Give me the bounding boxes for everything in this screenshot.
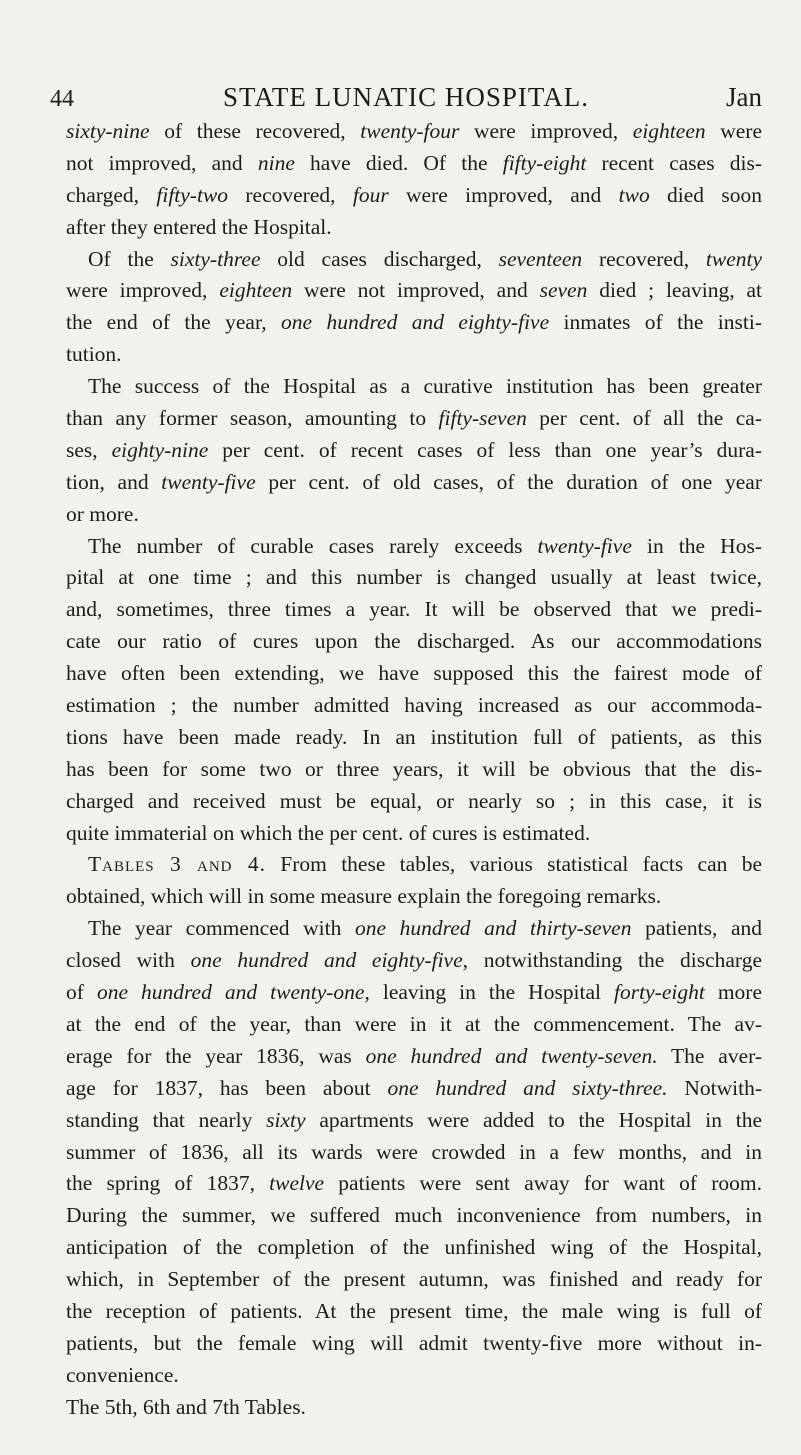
running-header (50, 82, 762, 114)
text-line: patients, but the female wing will admit twenty-five more without in- (66, 1330, 762, 1355)
text-line: The year commenced with one hundred and thirty-seven patients, and (88, 916, 763, 941)
text-line: pital at one time ; and this number is changed usually at least twice, (66, 565, 762, 590)
running-month: Jan (726, 82, 762, 112)
text-line: the spring of 1837, twelve patients were sent away for want of room. (66, 1171, 762, 1196)
text-line: than any former season, amounting to fifty-seven per cent. of all the ca- (66, 406, 763, 431)
text-line: have often been extending, we have supposed this the fairest mode of (66, 661, 762, 686)
text-line: were improved, eighteen were not improved, and seven died ; leaving, at (66, 278, 763, 303)
text-line: summer of 1836, all its wards were crowded in a few months, and in (66, 1139, 762, 1164)
text-line: and, sometimes, three times a year. It will be observed that we predi- (66, 597, 762, 622)
text-line: obtained, which will in some measure explain the foregoing remarks. (66, 884, 662, 909)
text-line: During the summer, we suffered much inconvenience from numbers, in (66, 1203, 762, 1228)
text-line: Tables 3 and 4. From these tables, various statistical facts can be (88, 852, 763, 877)
text-line: ses, eighty-nine per cent. of recent cases of less than one year’s dura- (66, 437, 762, 462)
text-line: The success of the Hospital as a curative institution has been greater (88, 374, 762, 399)
text-line: convenience. (66, 1362, 179, 1387)
text-line: the reception of patients. At the present time, the male wing is full of (66, 1298, 762, 1323)
text-line: anticipation of the completion of the unfinished wing of the Hospital, (66, 1235, 762, 1260)
running-title: STATE LUNATIC HOSPITAL. (223, 82, 589, 112)
text-line: Of the sixty-three old cases discharged, seventeen recovered, twenty (88, 246, 762, 271)
text-line: at the end of the year, than were in it at the commencement. The av- (66, 1011, 762, 1036)
text-line: tution. (66, 342, 122, 367)
text-line: erage for the year 1836, was one hundred and twenty-seven. The aver- (66, 1043, 763, 1068)
text-line: The 5th, 6th and 7th Tables. (66, 1394, 306, 1419)
text-line: the end of the year, one hundred and eighty-five inmates of the insti- (66, 310, 762, 335)
text-line: after they entered the Hospital. (66, 214, 332, 239)
text-line: estimation ; the number admitted having increased as our accommoda- (66, 693, 762, 718)
text-line: tions have been made ready. In an institution full of patients, as this (66, 724, 762, 749)
text-line: has been for some two or three years, it will be obvious that the dis- (66, 756, 762, 781)
text-line: closed with one hundred and eighty-five, notwithstanding the discharge (66, 948, 762, 973)
text-line: age for 1837, has been about one hundred and sixty-three. Notwith- (66, 1075, 762, 1100)
text-line: of one hundred and twenty-one, leaving in the Hospital forty-eight more (66, 980, 763, 1005)
text-line: not improved, and nine have died. Of the fifty-eight recent cases dis- (66, 150, 763, 175)
text-line: tion, and twenty-five per cent. of old cases, of the duration of one year (66, 469, 762, 494)
body-text (66, 116, 762, 1455)
text-line: charged, fifty-two recovered, four were improved, and two died soon (66, 182, 763, 207)
text-line: or more. (66, 501, 139, 526)
text-line: The number of curable cases rarely exceeds twenty-five in the Hos- (88, 533, 762, 558)
text-line: charged and received must be equal, or nearly so ; in this case, it is (66, 788, 762, 813)
text-line: cate our ratio of cures upon the discharged. As our accommodations (66, 629, 762, 654)
text-line: quite immaterial on which the per cent. of cures is estimated. (66, 820, 591, 845)
text-line: standing that nearly sixty apartments were added to the Hospital in the (66, 1107, 762, 1132)
text-line: sixty-nine of these recovered, twenty-four were improved, eighteen were (66, 119, 762, 143)
text-line: which, in September of the present autumn, was finished and ready for (66, 1267, 762, 1292)
page-number: 44 (50, 86, 74, 112)
text-line (66, 1424, 762, 1455)
